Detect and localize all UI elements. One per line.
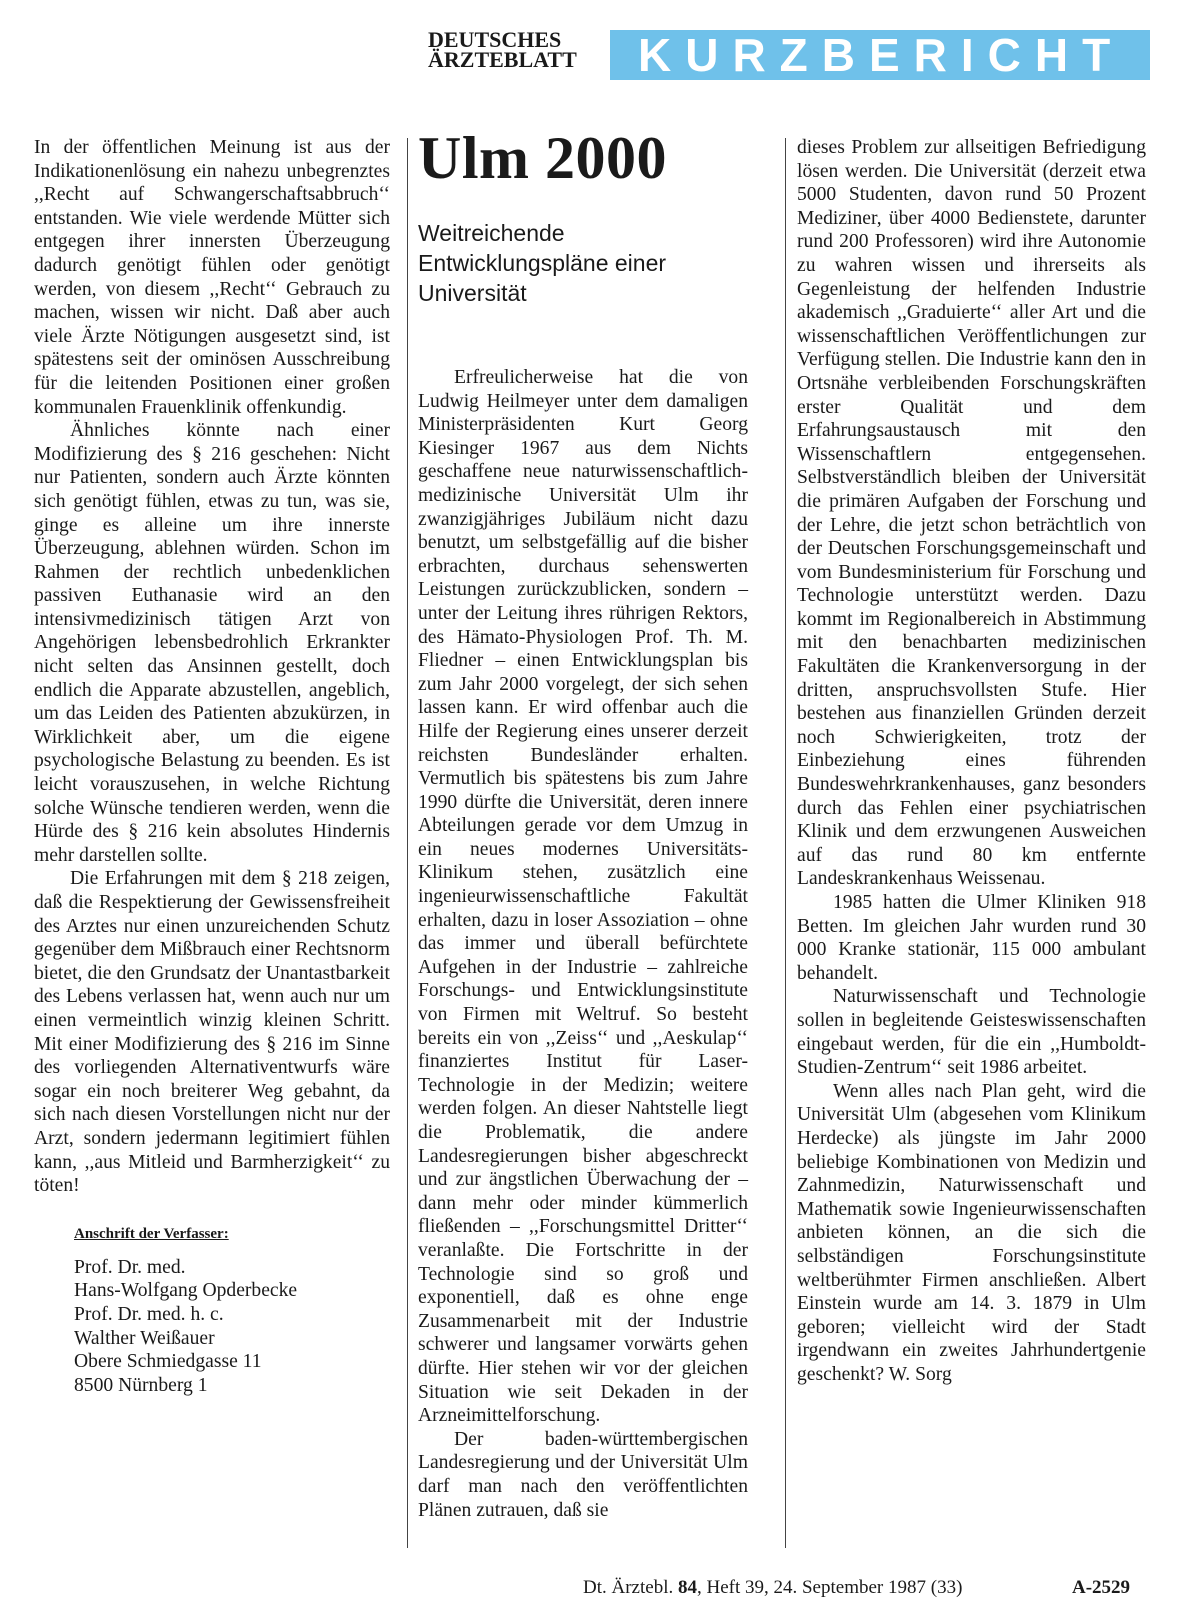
page-number: A-2529 (1072, 1577, 1131, 1598)
citation-volume: 84 (677, 1577, 697, 1598)
address-block (74, 1256, 390, 1398)
paragraph: Erfreulicherweise hat die von Ludwig Heilmeyer unter dem damaligen Ministerpräsidenten Kurt Georg Kiesinger 1967 aus dem Nichts geschaffene neue naturwissenschaftlich-medizinische Universität Ulm ihr zwanzigjähriges Jubiläum nicht dazu benutzt, um selbstgefällig auf die bisher erbrachten, durchaus sehenswerten Leistungen zurückzublicken, sondern – unter der Leitung ihres rührigen Rektors, des Hämato-Physiologen Prof. Th. M. Fliedner – einen Entwicklungsplan bis zum Jahr 2000 vorgelegt, der sich sehen lassen kann. Er wird offenbar auch die Hilfe der Regierung eines unserer derzeit reichsten Bundesländer erhalten. Vermutlich bis spätestens bis zum Jahre 1990 dürfte die Universität, deren innere Abteilungen gerade vor dem Umzug in ein neues modernes Universitäts-Klinikum stehen, zusätzlich eine ingenieurwissenschaftliche Fakultät erhalten, dazu in loser Assoziation – ohne das immer und überall befürchtete Aufgehen in der Industrie – zahlreiche Forschungs- und Entwicklungsinstitute von Firmen mit Weltruf. So besteht bereits ein von ,,Zeiss‘‘ und ,,Aeskulap‘‘ finanziertes Institut für Laser-Technologie in der Medizin; weitere werden folgen. An dieser Nahtstelle liegt die Problematik, die andere Landesregierungen bisher abgeschreckt und zur ängstlichen Überwachung der – dann mehr oder minder kümmerlich fließenden – ,,Forschungsmittel Dritter‘‘ veranlaßte. Die Fortschritte in der Technologie sind so groß und exponentiell, daß es ohne enge Zusammenarbeit mit der Industrie schwerer und langsamer vorwärts gehen dürfte. Hier stehen wir vor der gleichen Situation wie seit Dekaden in der Arzneimittelforschung. (418, 367, 748, 1427)
column-left (34, 136, 390, 1397)
paragraph: In der öffentlichen Meinung ist aus der Indikationenlösung ein nahezu unbegrenztes ,,Recht auf Schwangerschaftsabbruch‘‘ entstanden. Wie viele werdende Mütter sich entgegen ihrer innersten Überzeugung dadurch genötigt fühlen oder genötigt werden, von diesem ,,Recht‘‘ Gebrauch zu machen, wissen wir nicht. Daß aber auch viele Ärzte Nötigungen ausgesetzt sind, ist spätestens seit der ominösen Ausschreibung für die leitenden Positionen einer großen kommunalen Frauenklinik offenkundig. (34, 137, 390, 418)
address-line: Walther Weißauer (74, 1327, 215, 1349)
address-line: 8500 Nürnberg 1 (74, 1374, 208, 1396)
column-divider (407, 138, 408, 1548)
article-title: Ulm 2000 (418, 125, 667, 191)
citation-prefix: Dt. Ärztebl. (583, 1577, 674, 1598)
paragraph: Wenn alles nach Plan geht, wird die Universität Ulm (abgesehen vom Klinikum Herdecke) als jüngste im Jahr 2000 beliebige Kombinationen von Medizin und Zahnmedizin, Naturwissenschaft und Mathematik sowie Ingenieurwissenschaften anbieten können, an die sich die selbständigen Forschungsinstitute weltberühmter Firmen anschließen. Albert Einstein wurde am 14. 3. 1879 in Ulm geboren; vielleicht wird der Stadt irgendwann ein zweites Jahrhundertgenie geschenkt? W. Sorg (797, 1080, 1146, 1385)
citation-footer (583, 1577, 962, 1599)
address-line: Hans-Wolfgang Opderbecke (74, 1280, 298, 1302)
paragraph: Der baden-württembergischen Landesregierung und der Universität Ulm darf man nach den veröffentlichten Plänen zutrauen, daß sie (418, 1428, 748, 1521)
address-heading: Anschrift der Verfasser: (74, 1225, 229, 1242)
address-line: Prof. Dr. med. (74, 1256, 186, 1278)
paragraph: dieses Problem zur allseitigen Befriedigung lösen werden. Die Universität (derzeit etwa 5000 Studenten, davon rund 50 Prozent Mediziner, über 4000 Bedienstete, darunter rund 200 Professoren) wird ihre Autonomie zu wahren wissen und ihrerseits als Gegenleistung der helfenden Industrie akademisch ,,Graduierte‘‘ aller Art und die wissenschaftlichen Veröffentlichungen zur Verfügung stellen. Die Industrie kann den in Ortsnähe verbleibenden Forschungskräften erster Qualität und dem Erfahrungsaustausch mit den Wissenschaftlern entgegensehen. Selbstverständlich bleiben der Universität die primären Aufgaben der Forschung und der Lehre, die jetzt schon beträchtlich von der Deutschen Forschungsgemeinschaft und vom Bundesministerium für Forschung und Technologie unterstützt werden. Dazu kommt im Regionalbereich in Abstimmung mit den benachbarten medizinischen Fakultäten die Krankenversorgung in der dritten, anspruchsvollsten Stufe. Hier bestehen aus finanziellen Gründen derzeit noch Schwierigkeiten, trotz der Einbeziehung eines führenden Bundeswehrkrankenhauses, ganz besonders durch das Fehlen einer psychiatrischen Klinik und dem erzwungenen Ausweichen auf das rund 80 km entfernte Landeskrankenhaus Weissenau. (797, 137, 1146, 890)
column-middle (418, 126, 748, 1522)
address-line: Obere Schmiedgasse 11 (74, 1351, 262, 1373)
masthead-logo (428, 27, 577, 72)
citation-rest: , Heft 39, 24. September 1987 (33) (696, 1577, 963, 1598)
masthead-line2: ÄRZTEBLATT (428, 47, 577, 72)
address-line: Prof. Dr. med. h. c. (74, 1303, 224, 1325)
masthead-line1: DEUTSCHES (428, 27, 562, 52)
paragraph: Ähnliches könnte nach einer Modifizierung des § 216 geschehen: Nicht nur Patienten, sondern auch Ärzte könnten sich genötigt fühlen, etwas zu tun, was sie, ginge es alleine um ihre innerste Überzeugung, ablehnen würden. Schon im Rahmen der rechtlich unbedenklichen passiven Euthanasie wird an den intensivmedizinisch tätigen Arzt von Angehörigen lebensbedrohlich Erkrankter nicht selten das Ansinnen gestellt, doch endlich die Apparate abzustellen, angeblich, um das Leiden des Patienten abzukürzen, in Wirklichkeit aber, um die eigene psychologische Belastung zu beenden. Es ist leicht vorauszusehen, in welche Richtung solche Wünsche tendieren werden, wenn die Hürde des § 216 kein absolutes Hindernis mehr darstellen sollte. (34, 420, 390, 866)
paragraph: Die Erfahrungen mit dem § 218 zeigen, daß die Respektierung der Gewissensfreiheit des Arztes nur einen unzureichenden Schutz gegenüber dem Mißbrauch einer Rechtsnorm bietet, die den Grundsatz der Unantastbarkeit des Lebens verlassen hat, wenn auch nur um einen vermeintlich winzig kleinen Schritt. Mit einer Modifizierung des § 216 im Sinne des vorliegenden Alternativentwurfs wäre sogar ein noch breiterer Weg gebahnt, da sich nach diesen Vorstellungen nicht nur der Arzt, sondern jedermann legitimiert fühlen kann, ,,aus Mitleid und Barmherzigkeit‘‘ zu töten! (34, 868, 390, 1197)
column-right (797, 136, 1146, 1386)
paragraph: Naturwissenschaft und Technologie sollen in begleitende Geisteswissenschaften eingebaut werden, für die ein ,,Humboldt-Studien-Zentrum‘‘ seit 1986 arbeitet. (797, 986, 1146, 1079)
section-banner: KURZBERICHT (610, 30, 1150, 80)
article-subtitle: Weitreichende Entwicklungspläne einer Universität (418, 220, 667, 306)
column-divider (785, 138, 786, 1548)
paragraph: 1985 hatten die Ulmer Kliniken 918 Betten. Im gleichen Jahr wurden rund 30 000 Kranke stationär, 115 000 ambulant behandelt. (797, 892, 1146, 984)
